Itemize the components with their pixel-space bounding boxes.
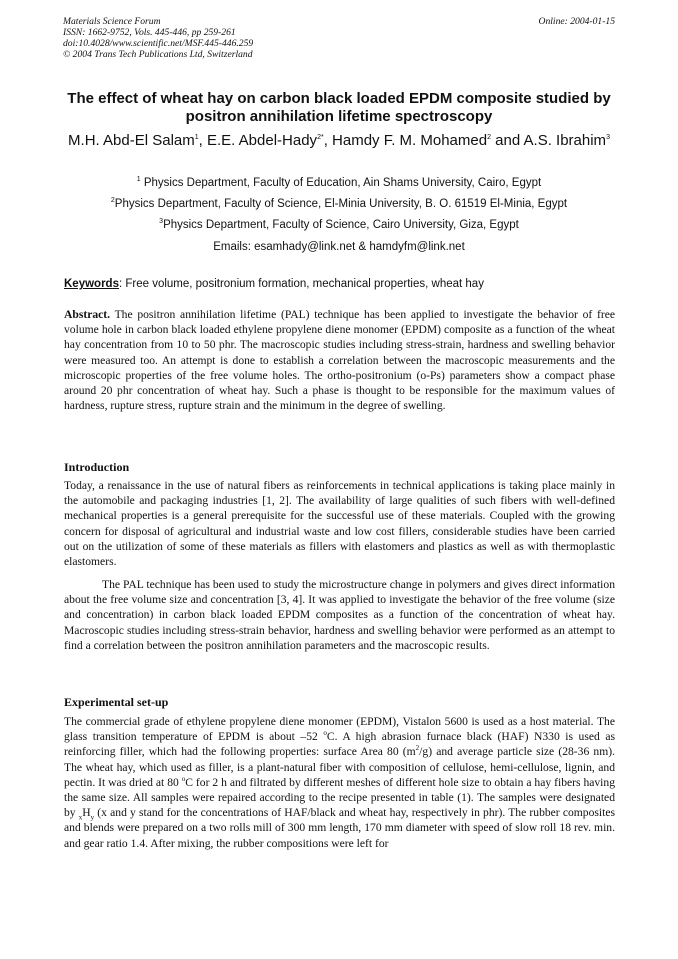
exp-sub: x: [78, 813, 83, 822]
issn-line: ISSN: 1662-9752, Vols. 445-446, pp 259-261: [63, 27, 236, 38]
affil-text: Physics Department, Faculty of Science, Cairo University, Giza, Egypt: [163, 219, 519, 231]
affiliation-2: [0, 197, 678, 211]
abstract: [64, 307, 615, 413]
author-affil-mark: 2: [487, 134, 491, 141]
keywords-label: Keywords: [64, 278, 119, 290]
exp-sup: o: [181, 774, 186, 783]
author-emails: Emails: esamhady@link.net & hamdyfm@link.net: [213, 241, 465, 253]
author-affil-mark: 1: [194, 134, 199, 141]
author-affil-mark: 2*: [317, 134, 324, 141]
affil-mark: 1: [136, 176, 141, 184]
paper-title: The effect of wheat hay on carbon black loaded EPDM composite studied by positron annihilation lifetime spectroscopy: [67, 90, 611, 125]
running-header: [63, 16, 615, 60]
exp-sup: 2: [415, 744, 420, 753]
copyright-line: © 2004 Trans Tech Publications Ltd, Switzerland: [63, 49, 253, 60]
exp-text: C for 2 h and filtrated by different meshes of different hole size to obtain a hay fibers having the same size. All samples were repaired according to the recipe presented in table (1). The samples were designated by: [64, 775, 615, 820]
affiliation-3: [0, 218, 678, 232]
journal-name: Materials Science Forum: [63, 16, 161, 27]
abstract-text: The positron annihilation lifetime (PAL) technique has been applied to investigate the behavior of free volume hole in carbon black loaded ethylene propylene diene monomer (EPDM) composite as a function of the wheat hay concentration from 10 to 50 phr. The macroscopic studies including stress-strain, hardness and swelling behavior were measured too. An attempt is done to establish a correlation between the macroscopic measurements and the microscopic properties of the free volume holes. The ortho-positronium (o-Ps) parameters show a compact phase around 20 phr concentration of wheat hay. Such a phase is thought to be responsible for the maximum values of hardness, rupture stress, rupture strain and the minimum in the degree of swelling.: [64, 308, 615, 413]
affil-mark: 3: [159, 218, 164, 226]
online-date: Online: 2004-01-15: [538, 16, 615, 27]
section-heading-introduction: Introduction: [64, 460, 130, 474]
section-heading-experimental: Experimental set-up: [64, 695, 169, 709]
exp-text: H: [82, 806, 91, 820]
author-name: and A.S. Ibrahim: [490, 132, 607, 149]
doi-line: doi:10.4028/www.scientific.net/MSF.445-446.259: [63, 38, 254, 49]
keywords: [64, 277, 614, 291]
author-name: , E.E. Abdel-Hady: [198, 132, 318, 149]
affiliation-1: [0, 176, 678, 190]
intro-paragraph-1: Today, a renaissance in the use of natural fibers as reinforcements in technical applications is taking place mainly in the automobile and packaging industries [1, 2]. The availability of large qualities of such fibers with well-defined mechanical properties is a general prerequisite for the successful use of these materials. Coupled with the growing concern for disposal of agricultural and industrial waste and low cost fillers, considerable studies have been carried out on the utilization of some of these materials as fillers with elastomers and plastics as well as with thermoplastic elastomers.: [64, 479, 615, 569]
intro-paragraph-2: The PAL technique has been used to study the microstructure change in polymers and gives direct information about the free volume size and concentration [3, 4]. It was applied to investigate the behavior of the free volume (size and concentration) in carbon black loaded EPDM composites as a function of the concentration of wheat hay. Macroscopic studies including stress-strain behavior, hardness and swelling behavior were performed as an attempt to find a correlation between the positron annihilation parameters and the macroscopic results.: [64, 578, 615, 652]
affil-mark: 2: [110, 197, 115, 205]
abstract-label: Abstract.: [64, 308, 111, 321]
author-list: [50, 131, 628, 150]
exp-text: /g) and average particle size (28-36 nm). The wheat hay, which used as filler, is a plant-natural fiber with composition of cellulose, hemi-cellulose, lignin, and pectin. It was dried at 80: [64, 745, 615, 789]
exp-sub: y: [90, 813, 95, 822]
experimental-paragraph: [64, 714, 615, 851]
exp-sup: o: [323, 729, 327, 738]
author-affil-mark: 3: [606, 134, 610, 141]
exp-text: (x and y stand for the concentrations of HAF/black and wheat hay, respectively in phr). The rubber composites and blends were prepared on a two rolls mill of 300 mm length, 170 mm diameter with speed of slow roll 18 rev. min. and gear ratio 1.4. After mixing, the rubber compositions were left for: [64, 806, 615, 850]
keywords-text: : Free volume, positronium formation, mechanical properties, wheat hay: [118, 278, 484, 290]
exp-text: C. A high abrasion furnace black (HAF) N330 is used as reinforcing filler, which had the following properties: surface Area 80 (m: [64, 730, 616, 759]
author-name: , Hamdy F. M. Mohamed: [323, 132, 488, 149]
affil-text: Physics Department, Faculty of Science, El-Minia University, B. O. 61519 El-Minia, Egypt: [114, 198, 568, 210]
author-name: M.H. Abd-El Salam: [68, 132, 195, 149]
exp-text: The commercial grade of ethylene propylene diene monomer (EPDM), Vistalon 5600 is used as a host material. The glass transition temperature of EPDM is about –52: [64, 715, 615, 744]
affil-text: Physics Department, Faculty of Education, Ain Shams University, Cairo, Egypt: [140, 177, 542, 189]
